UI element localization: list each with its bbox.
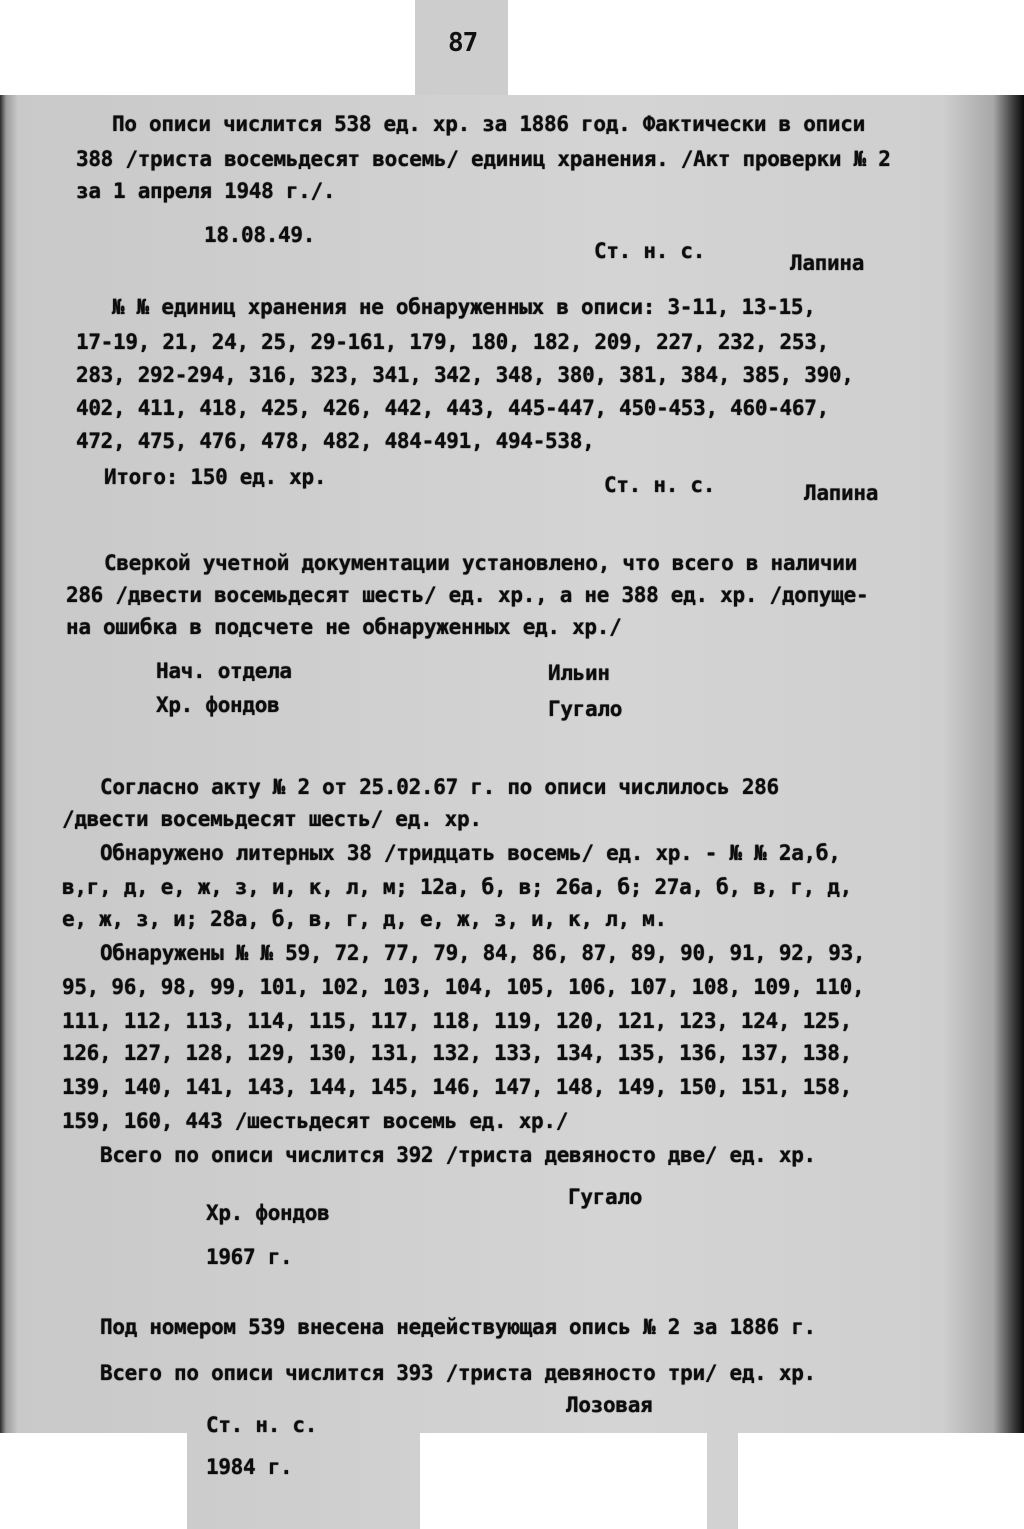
s2-line1: № № единиц хранения не обнаруженных в описи: 3-11, 13-15, xyxy=(112,295,816,319)
s5-year: 1984 г. xyxy=(206,1455,293,1479)
s2-line3: 283, 292-294, 316, 323, 341, 342, 348, 380, 381, 384, 385, 390, xyxy=(76,363,854,387)
page-number: 87 xyxy=(448,28,478,58)
s3-sign1-name: Ильин xyxy=(548,661,610,685)
document-page xyxy=(0,95,1024,1529)
s1-line3: за 1 апреля 1948 г./. xyxy=(76,179,336,203)
s4-year: 1967 г. xyxy=(206,1245,293,1269)
s2-line5: 472, 475, 476, 478, 482, 484-491, 494-538, xyxy=(76,429,595,453)
bottom-mask-center xyxy=(420,1433,707,1529)
s1-date: 18.08.49. xyxy=(204,223,316,247)
s4-line4: в,г, д, е, ж, з, и, к, л, м; 12а, б, в; 26а, б; 27а, б, в, г, д, xyxy=(62,875,852,899)
s3-sign2-title: Хр. фондов xyxy=(156,693,280,717)
s4-line3: Обнаружено литерных 38 /тридцать восемь/ ед. хр. - № № 2а,б, xyxy=(100,841,841,865)
s5-sign-title: Ст. н. с. xyxy=(206,1413,318,1437)
s5-line1: Под номером 539 внесена недействующая опись № 2 за 1886 г. xyxy=(100,1315,816,1339)
s4-line5: е, ж, з, и; 28а, б, в, г, д, е, ж, з, и, к, л, м. xyxy=(62,907,667,931)
s5-sign-name: Лозовая xyxy=(566,1393,653,1417)
s1-signature: Лапина xyxy=(790,251,865,275)
s5-line2: Всего по описи числится 393 /триста девяносто три/ ед. хр. xyxy=(100,1361,816,1385)
s4-line9: 126, 127, 128, 129, 130, 131, 132, 133, 134, 135, 136, 137, 138, xyxy=(62,1041,852,1065)
s4-sign-name: Гугало xyxy=(568,1185,643,1209)
s4-line12: Всего по описи числится 392 /триста девяносто две/ ед. хр. xyxy=(100,1143,816,1167)
s2-line2: 17-19, 21, 24, 25, 29-161, 179, 180, 182, 209, 227, 232, 253, xyxy=(76,330,829,354)
s1-line2: 388 /триста восемьдесят восемь/ единиц хранения. /Акт проверки № 2 xyxy=(76,147,891,171)
s2-position: Ст. н. с. xyxy=(604,473,716,497)
s3-line1: Сверкой учетной документации установлено, что всего в наличии xyxy=(104,551,857,575)
s4-sign-title: Хр. фондов xyxy=(206,1201,330,1225)
s4-line11: 159, 160, 443 /шестьдесят восемь ед. хр./ xyxy=(62,1109,569,1133)
s1-line1: По описи числится 538 ед. хр. за 1886 год. Фактически в описи xyxy=(112,112,865,136)
s4-line6: Обнаружены № № 59, 72, 77, 79, 84, 86, 87, 89, 90, 91, 92, 93, xyxy=(100,941,866,965)
s3-line2: 286 /двести восемьдесят шесть/ ед. хр., а не 388 ед. хр. /допуще- xyxy=(66,583,869,607)
s3-sign1-title: Нач. отдела xyxy=(156,659,292,683)
s4-line8: 111, 112, 113, 114, 115, 117, 118, 119, 120, 121, 123, 124, 125, xyxy=(62,1009,852,1033)
s3-sign2-name: Гугало xyxy=(548,697,623,721)
s3-line3: на ошибка в подсчете не обнаруженных ед. хр./ xyxy=(66,615,622,639)
s1-position: Ст. н. с. xyxy=(594,239,706,263)
s4-line10: 139, 140, 141, 143, 144, 145, 146, 147, 148, 149, 150, 151, 158, xyxy=(62,1075,852,1099)
bottom-mask-left xyxy=(0,1433,187,1529)
s4-line7: 95, 96, 98, 99, 101, 102, 103, 104, 105, 106, 107, 108, 109, 110, xyxy=(62,975,865,999)
s2-line4: 402, 411, 418, 425, 426, 442, 443, 445-447, 450-453, 460-467, xyxy=(76,396,829,420)
s4-line1: Согласно акту № 2 от 25.02.67 г. по описи числилось 286 xyxy=(100,775,779,799)
s4-line2: /двести восемьдесят шесть/ ед. хр. xyxy=(62,807,482,831)
bottom-mask-right xyxy=(738,1433,1024,1529)
s2-total: Итого: 150 ед. хр. xyxy=(104,465,327,489)
s2-signature: Лапина xyxy=(804,481,879,505)
